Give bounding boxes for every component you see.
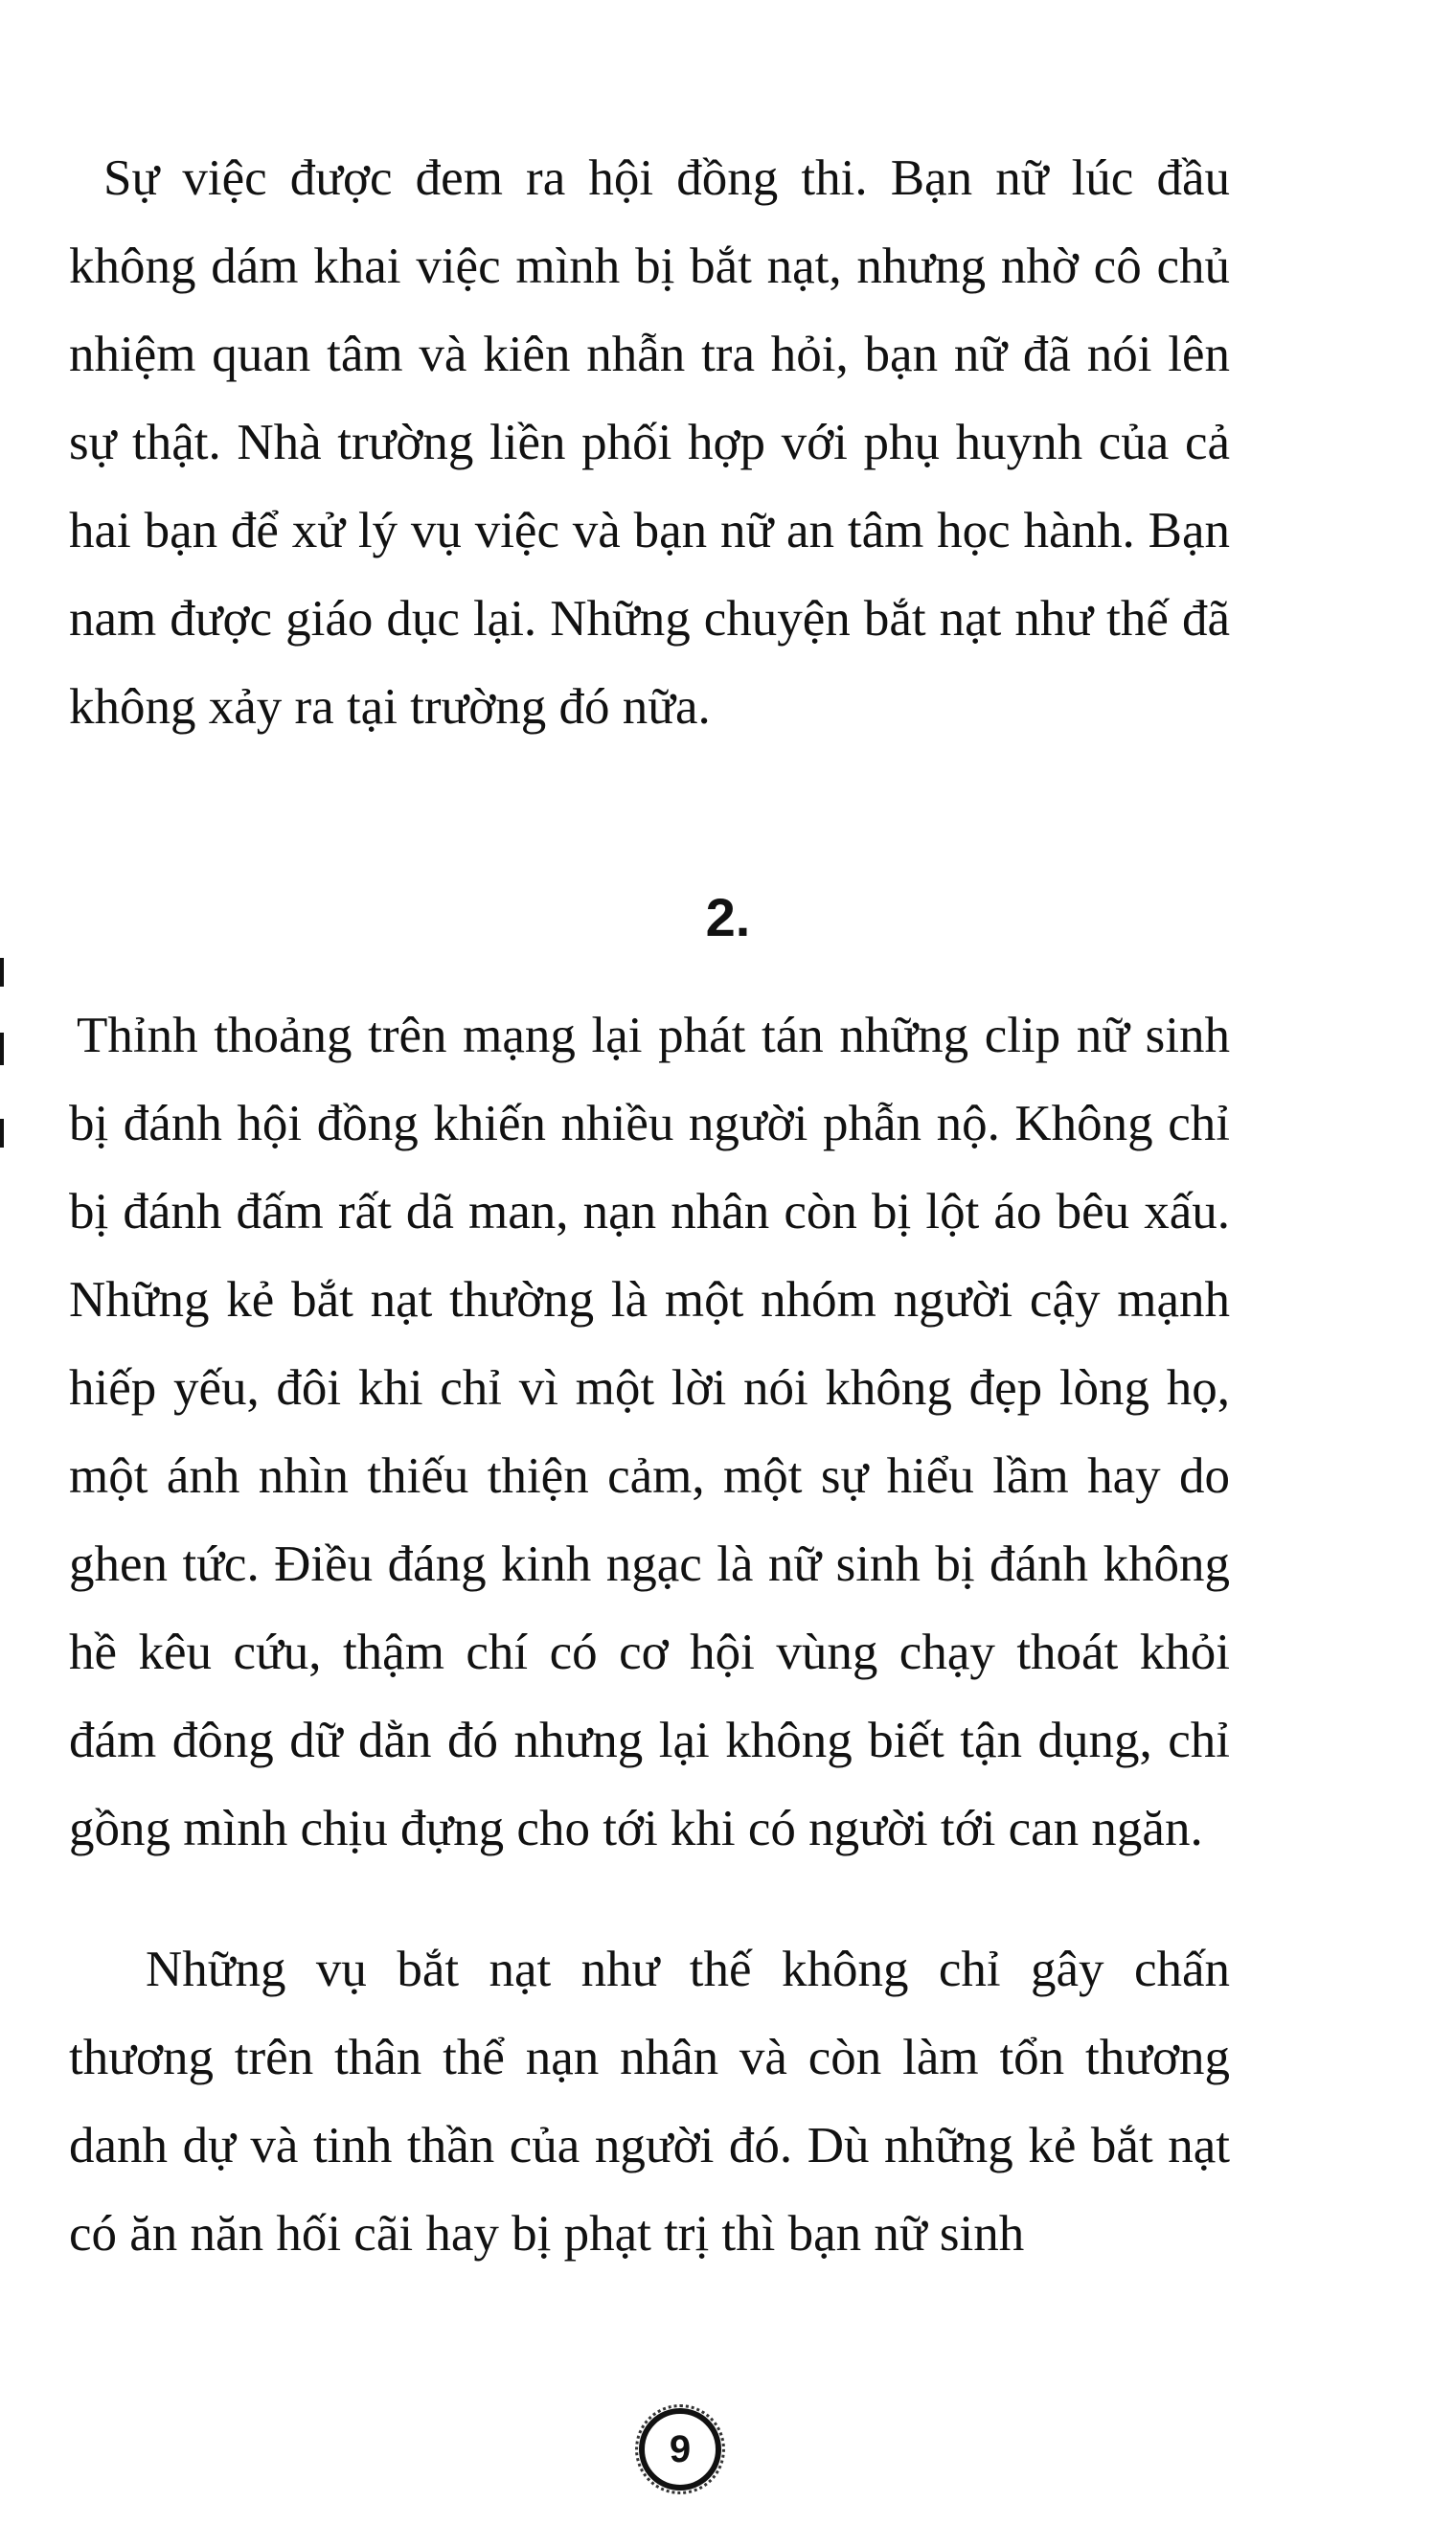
binding-edge-mark <box>0 1033 4 1065</box>
page-number-text: 9 <box>669 2427 692 2470</box>
section-heading: 2. <box>705 887 751 947</box>
paragraph-3: Những vụ bắt nạt như thế không chỉ gây chấn thương trên thân thể nạn nhân và còn làm tổn thương danh dự và tinh thần của người đó. Dù những kẻ bắt nạt có ăn năn hối cãi hay bị phạt trị thì bạn nữ sinh <box>69 1942 1230 2262</box>
page-number <box>639 2408 721 2491</box>
paragraph-1: Sự việc được đem ra hội đồng thi. Bạn nữ lúc đầu không dám khai việc mình bị bắt nạt, nhưng nhờ cô chủ nhiệm quan tâm và kiên nhẫn tra hỏi, bạn nữ đã nói lên sự thật. Nhà trường liền phối hợp với phụ huynh của cả hai bạn để xử lý vụ việc và bạn nữ an tâm học hành. Bạn nam được giáo dục lại. Những chuyện bắt nạt như thế đã không xảy ra tại trường đó nữa. <box>69 150 1230 735</box>
paragraph-2: Thỉnh thoảng trên mạng lại phát tán những clip nữ sinh bị đánh hội đồng khiến nhiều người phẫn nộ. Không chỉ bị đánh đấm rất dã man, nạn nhân còn bị lột áo bêu xấu. Những kẻ bắt nạt thường là một nhóm người cậy mạnh hiếp yếu, đôi khi chỉ vì một lời nói không đẹp lòng họ, một ánh nhìn thiếu thiện cảm, một sự hiểu lầm hay do ghen tức. Điều đáng kinh ngạc là nữ sinh bị đánh không hề kêu cứu, thậm chí có cơ hội vùng chạy thoát khỏi đám đông dữ dằn đó nhưng lại không biết tận dụng, chỉ gồng mình chịu đựng cho tới khi có người tới can ngăn. <box>69 1008 1230 1856</box>
binding-edge-mark <box>0 958 4 987</box>
binding-edge-mark <box>0 1119 4 1148</box>
